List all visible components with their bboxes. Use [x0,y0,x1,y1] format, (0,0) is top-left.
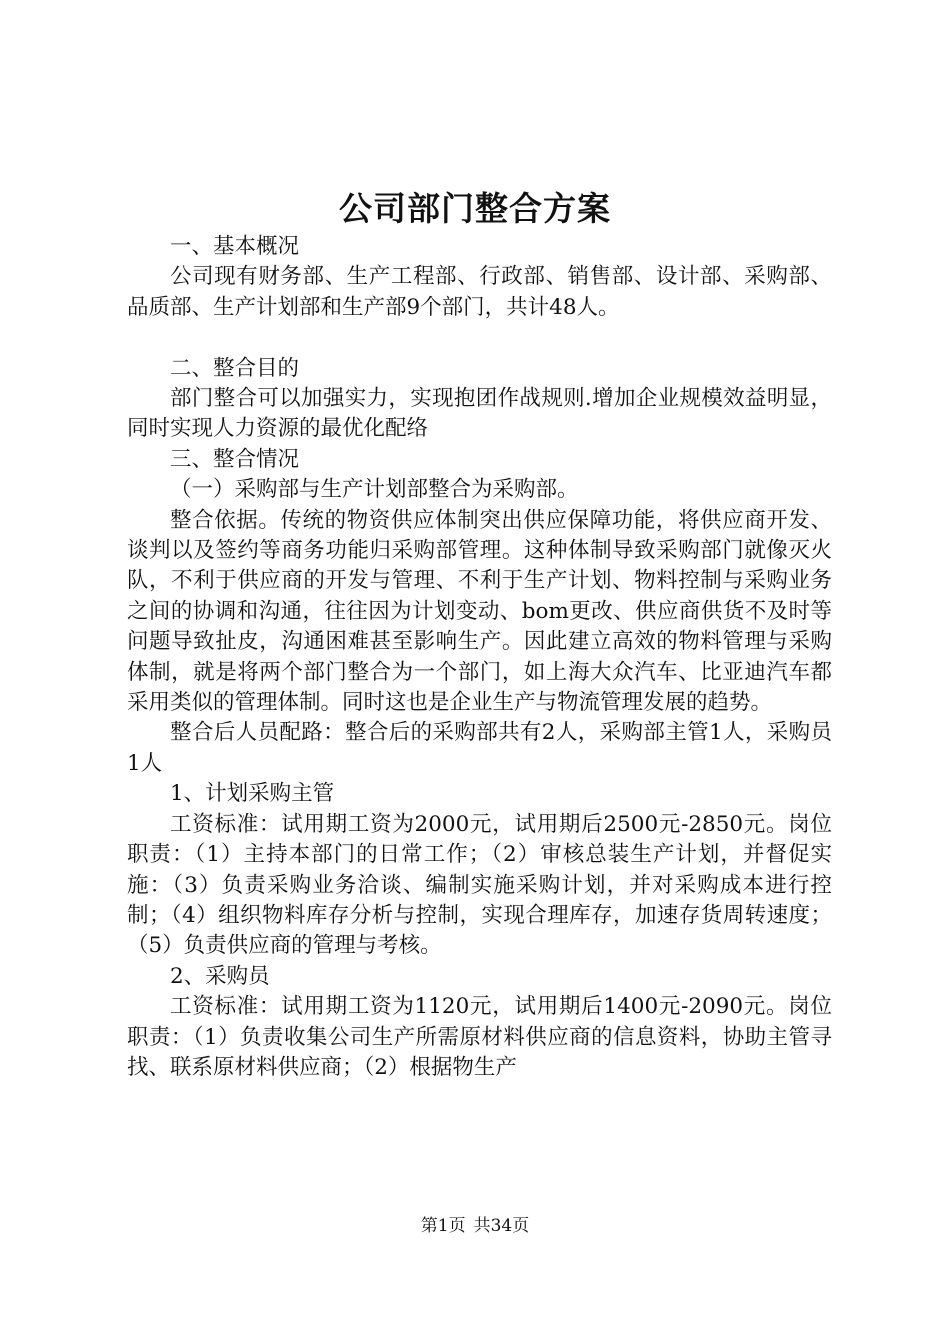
item-heading-buyer: 2、采购员 [170,963,270,989]
page-total: 共34页 [473,1216,530,1236]
paragraph-basis: 整合依据。传统的物资供应体制突出供应保障功能，将供应商开发、谈判以及签约等商务功能归采购部管理。这种体制导致采购部门就像灭火队，不利于供应商的开发与管理、不利于生产计划、物料控制与采购业务之间的协调和沟通，往往因为计划变动、bom更改、供应商供货不及时等问题导致扯皮，沟通困难甚至影响生产。因此建立高效的物料管理与采购体制，就是将两个部门整合为一个部门，如上海大众汽车、比亚迪汽车都采用类似的管理体制。同时这也是企业生产与物流管理发展的趋势。 [127,507,832,716]
paragraph-purpose: 部门整合可以加强实力，实现抱团作战规则.增加企业规模效益明显，同时实现人力资源的最优化配络 [127,386,832,442]
subsection-heading-procurement: （一）采购部与生产计划部整合为采购部。 [170,477,579,503]
paragraph-staffing: 整合后人员配路：整合后的采购部共有2人，采购部主管1人，采购员1人 [127,720,832,776]
section-heading-status: 三、整合情况 [170,446,300,472]
section-heading-purpose: 二、整合目的 [170,355,300,381]
paragraph-overview: 公司现有财务部、生产工程部、行政部、销售部、设计部、采购部、品质部、生产计划部和生产部9个部门，共计48人。 [127,264,832,320]
section-heading-overview: 一、基本概况 [170,234,300,259]
paragraph-supervisor-duties: 工资标准：试用期工资为2000元，试用期后2500元-2850元。岗位职责：（1）主持本部门的日常工作；（2）审核总装生产计划，并督促实施：（3）负责采购业务洽谈、编制实施采购计划，并对采购成本进行控制；（4）组织物料库存分析与控制，实现合理库存，加速存货周转速度；（5）负责供应商的管理与考核。 [127,811,832,959]
page-footer [0,1214,950,1238]
document-body [127,232,832,1083]
document-title: 公司部门整合方案 [339,189,611,228]
page-number: 第1页 [420,1216,466,1236]
item-heading-supervisor: 1、计划采购主管 [170,781,335,807]
paragraph-buyer-duties: 工资标准：试用期工资为1120元，试用期后1400元-2090元。岗位职责：（1）负责收集公司生产所需原材料供应商的信息资料，协助主管寻找、联系原材料供应商；（2）根据物生产 [127,994,832,1080]
